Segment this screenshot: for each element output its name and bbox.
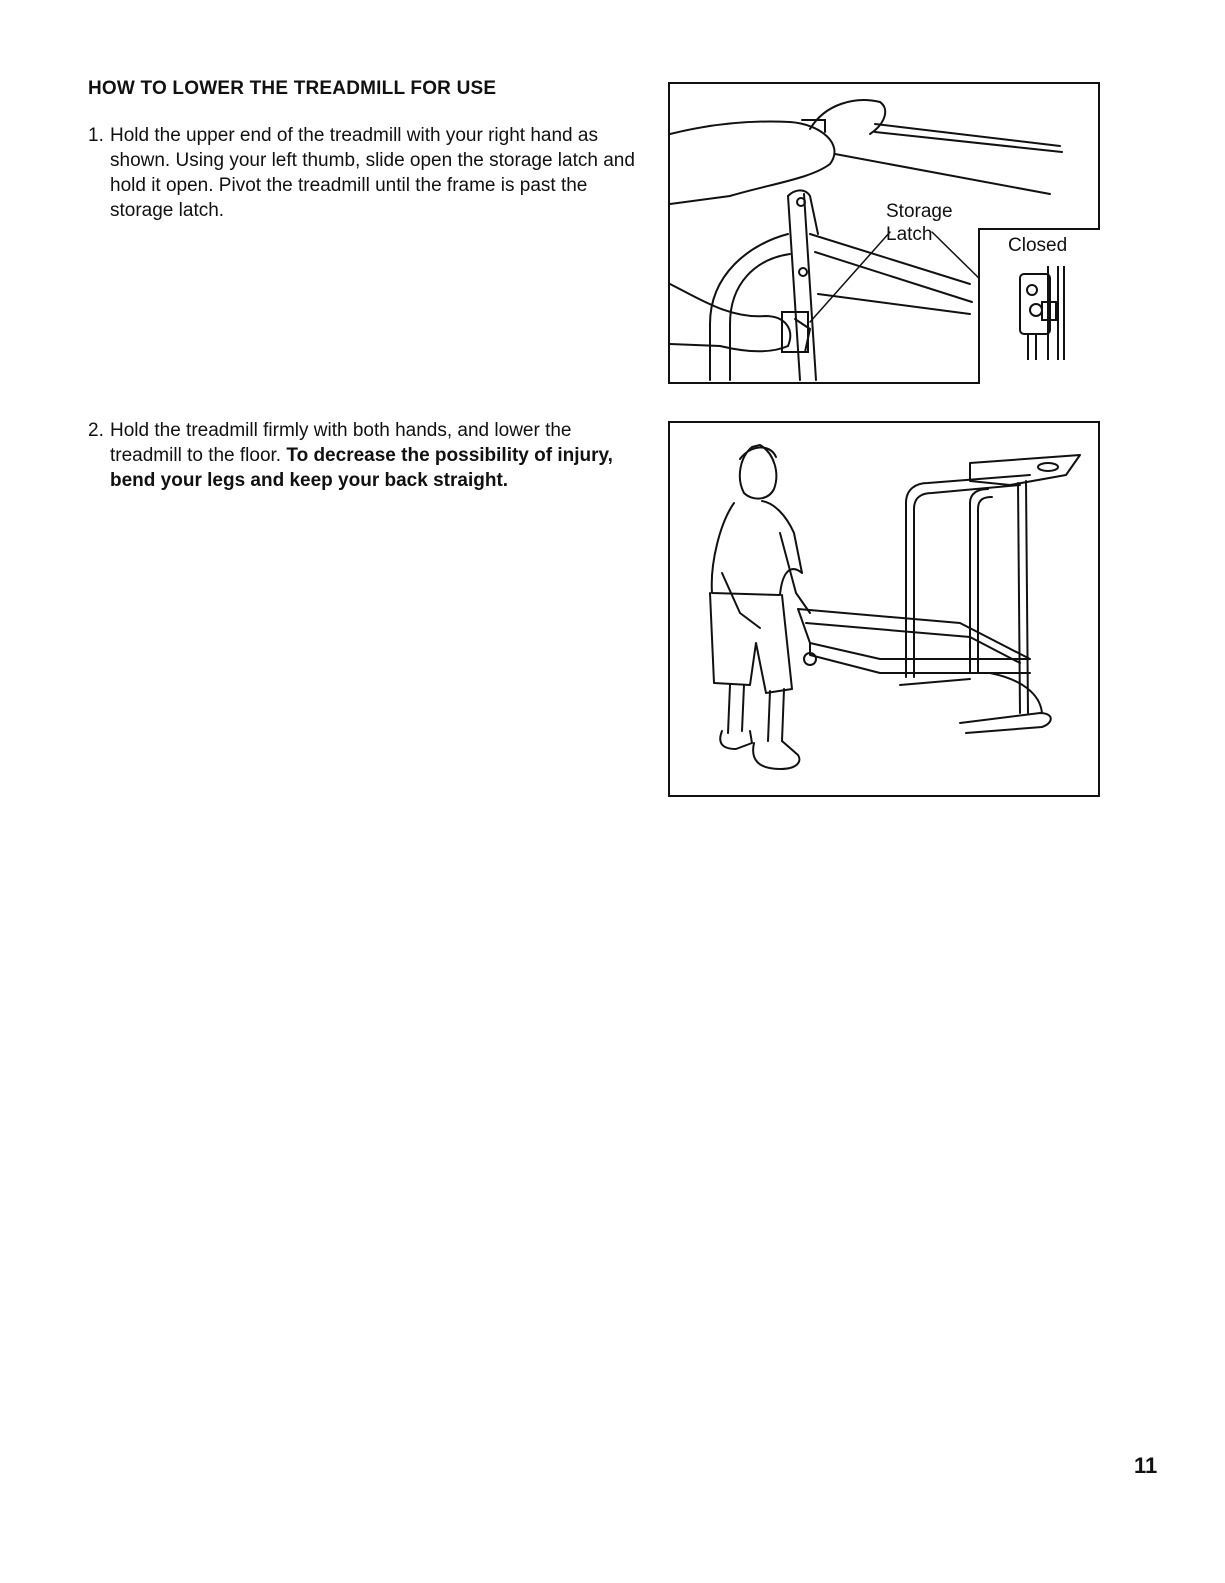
storage-label-line2: Latch [886,224,933,245]
step-1 [88,123,648,223]
storage-label-line1: Storage [886,201,953,222]
step-text: Hold the upper end of the treadmill with your right hand as shown. Using your left thumb, slide open the storage latch and hold it open. Pivot the treadmill until the frame is past the storage latch. [110,125,635,221]
closed-latch-inset [978,228,1100,384]
step-number: 1. [88,125,104,146]
step-warning: To decrease the possibility of injury, bend your legs and keep your back straight. [110,445,613,491]
step-text: Hold the treadmill firmly with both hands, and lower the treadmill to the floor. [110,420,572,466]
lowering-treadmill-illustration [670,423,1098,795]
closed-label: Closed [1008,235,1068,256]
figure-storage-latch [668,82,1100,384]
figure-lowering-treadmill [668,421,1100,797]
closed-latch-drawing [980,230,1100,384]
step-2 [88,418,648,493]
step-number: 2. [88,420,104,441]
section-heading: HOW TO LOWER THE TREADMILL FOR USE [88,78,497,99]
page-number: 11 [1134,1453,1158,1478]
